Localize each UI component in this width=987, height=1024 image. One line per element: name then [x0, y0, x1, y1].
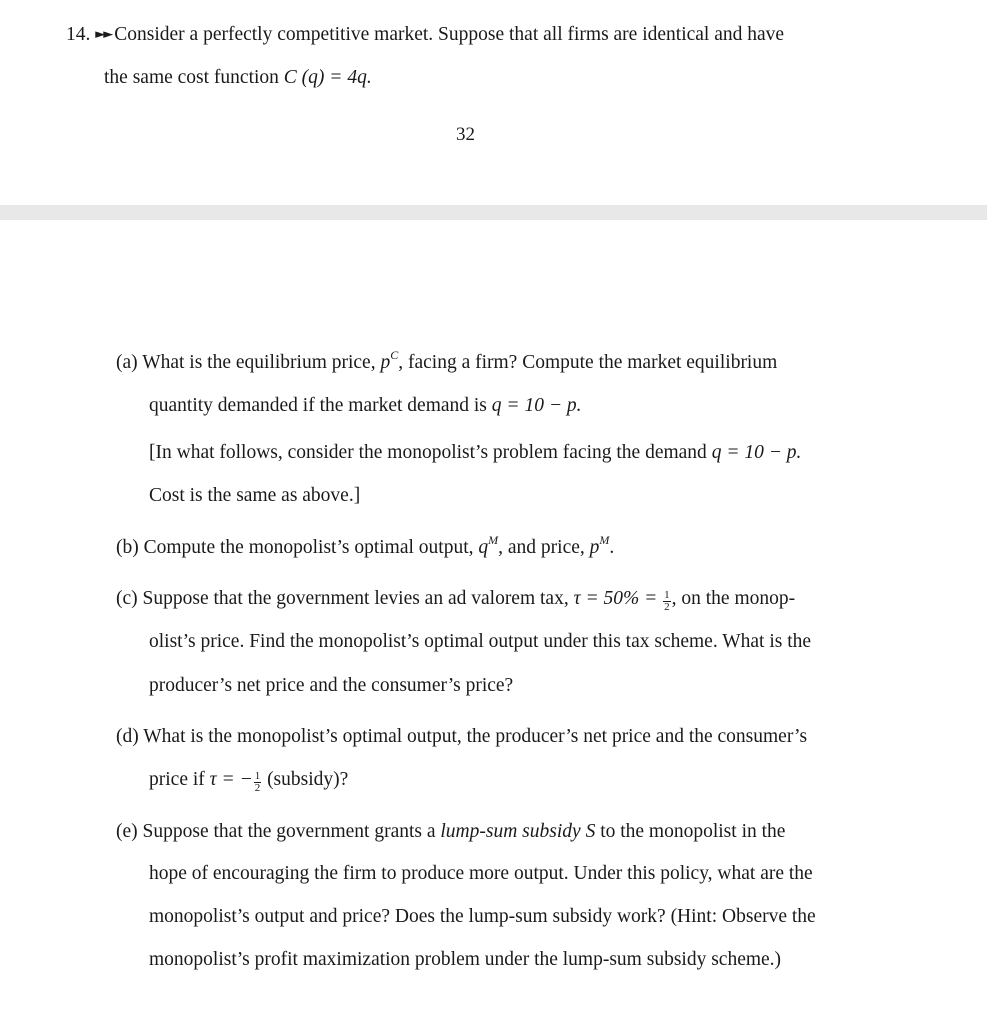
- part-e-line-4: [149, 950, 781, 970]
- output-var-qm: $q^M$: [478, 533, 499, 558]
- part-a-note-1: [149, 443, 801, 463]
- part-c-text-2: olist’s price. Find the monopolist’s optimal output under this tax scheme. What is the: [149, 631, 812, 652]
- part-d-line-1: [116, 727, 807, 747]
- note-demand-equation: q = 10 − p.: [711, 442, 802, 463]
- tax-rate-equation: τ = 50% =: [573, 588, 658, 609]
- part-a-note-2: [149, 486, 360, 506]
- lump-sum-subsidy-term: lump-sum subsidy: [440, 821, 581, 842]
- demand-equation: q = 10 − p.: [491, 395, 582, 416]
- part-e-label: (e): [116, 821, 138, 842]
- part-a-text-1: What is the equilibrium price,: [142, 352, 376, 373]
- fraction-one-half: $\frac{1}{2}$: [664, 589, 670, 613]
- part-e-line-3: [149, 907, 816, 927]
- part-a-text-2: quantity demanded if the market demand is: [149, 395, 487, 416]
- part-c-line-3: [149, 676, 513, 696]
- cost-function: C (q) = 4q.: [283, 67, 372, 88]
- note-text-2: Cost is the same as above.]: [149, 485, 361, 506]
- part-e-text-1b: to the monopolist in the: [600, 821, 786, 842]
- part-e-text-1: Suppose that the government grants a: [142, 821, 436, 842]
- part-e-text-3: monopolist’s output and price? Does the lump-sum subsidy work? (Hint: Observe the: [149, 906, 816, 927]
- part-c-text-3: producer’s net price and the consumer’s price?: [149, 675, 514, 696]
- part-e-line-1: [116, 822, 785, 842]
- subsidy-rate-equation: τ = −: [209, 769, 253, 790]
- note-text-1: [In what follows, consider the monopolist’s problem facing the demand: [149, 442, 707, 463]
- page-number: 32: [456, 124, 475, 145]
- part-e-text-2: hope of encouraging the firm to produce more output. Under this policy, what are the: [149, 863, 813, 884]
- part-d-line-2: [149, 770, 348, 794]
- problem-text-1: Consider a perfectly competitive market. Suppose that all firms are identical and have: [114, 24, 785, 45]
- part-c-text-1b: , on the monop-: [671, 588, 796, 609]
- part-c-line-1: [116, 589, 795, 613]
- fraction-one-half: $\frac{1}{2}$: [254, 770, 261, 794]
- part-d-text-2: price if: [149, 769, 205, 790]
- subsidy-var-s: S: [585, 821, 596, 842]
- part-c-text-1: Suppose that the government levies an ad valorem tax,: [142, 588, 569, 609]
- part-a-line-1: [116, 348, 778, 373]
- part-a-text-1b: , facing a firm? Compute the market equilibrium: [398, 352, 778, 373]
- part-d-text-2b: (subsidy)?: [267, 769, 349, 790]
- part-c-label: (c): [116, 588, 138, 609]
- part-b-text-mid: , and price,: [498, 537, 585, 558]
- problem-text-2: the same cost function: [104, 67, 279, 88]
- price-var-pm: $p^M$: [589, 533, 610, 558]
- part-d-text-1: What is the monopolist’s optimal output, the producer’s net price and the consumer’s: [143, 726, 808, 747]
- problem-line-2: [104, 68, 372, 88]
- page-break-divider: [0, 205, 987, 220]
- part-b-line-1: [116, 533, 615, 558]
- part-b-label: (b): [116, 537, 139, 558]
- part-e-line-2: [149, 864, 813, 884]
- part-b-text-end: .: [609, 537, 615, 558]
- difficulty-marker-icon: ►►: [95, 27, 112, 42]
- part-a-label: (a): [116, 352, 138, 373]
- part-b-text: Compute the monopolist’s optimal output,: [143, 537, 474, 558]
- problem-number: 14.: [66, 24, 91, 45]
- part-e-text-4: monopolist’s profit maximization problem under the lump-sum subsidy scheme.): [149, 949, 782, 970]
- price-var-pc: $p^C$: [380, 348, 399, 373]
- part-d-label: (d): [116, 726, 139, 747]
- part-c-line-2: [149, 632, 811, 652]
- problem-line-1: [66, 25, 784, 45]
- part-a-line-2: [149, 396, 581, 416]
